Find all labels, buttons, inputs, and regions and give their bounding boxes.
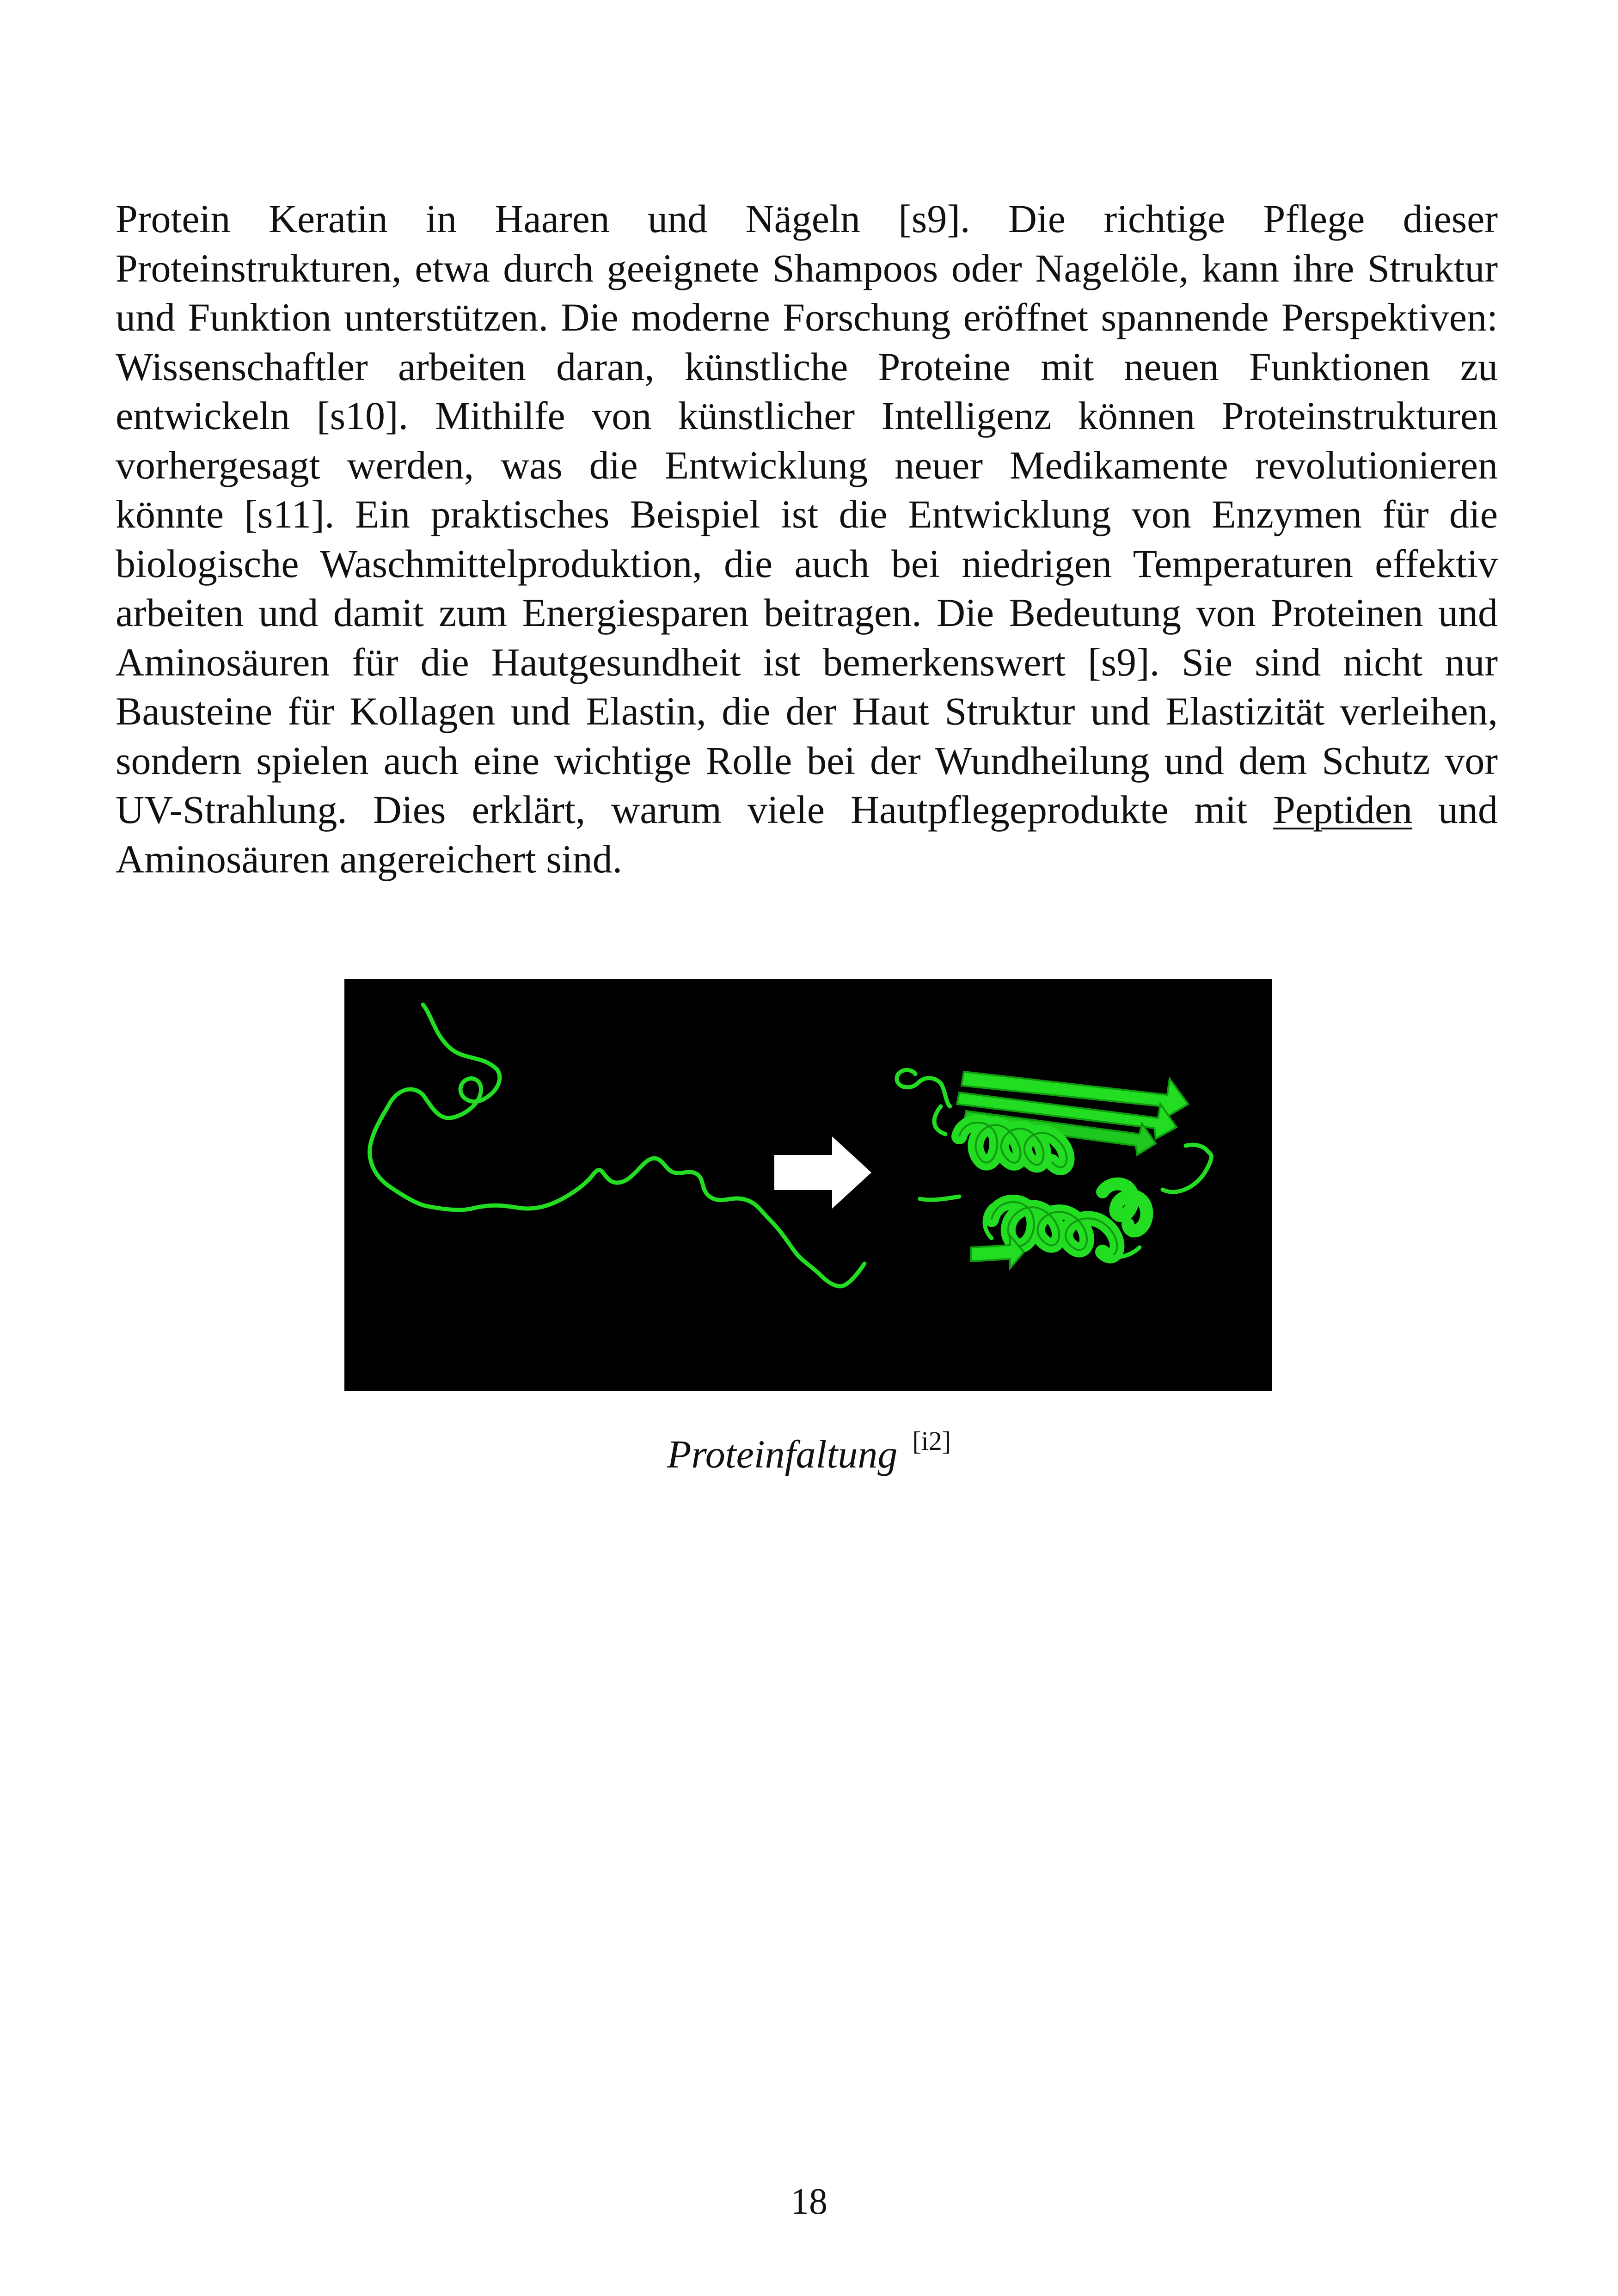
figure-caption-label: Proteinfaltung [667,1432,898,1476]
figure-caption-reference: [i2] [912,1426,951,1456]
body-paragraph [116,194,1498,884]
protein-folding-figure [344,979,1272,1391]
protein-folding-illustration [344,979,1272,1391]
figure-caption [0,1426,1618,1484]
paragraph-text-before-link: Protein Keratin in Haaren und Nägeln [s9]. Die richtige Pflege dieser Proteinstrukturen, etwa durch geeignete Shampoos oder Nagelöle, kann ihre Struktur und Funktion unterstützen. Die moderne Forschung eröffnet spannende Perspektiven: Wissenschaftler arbeiten daran, künstliche Proteine mit neuen Funktionen zu entwickeln [s10]. Mithilfe von künstlicher Intelligenz können Proteinstrukturen vorhergesagt werden, was die Entwicklung neuer Medikamente revolutionieren könnte [s11]. Ein praktisches Beispiel ist die Entwicklung von Enzymen für die biologische Waschmittelproduktion, die auch bei niedrigen Temperaturen effektiv arbeiten und damit zum Energiesparen beitragen. Die Bedeutung von Proteinen und Aminosäuren für die Hautgesundheit ist bemerkenswert [s9]. Sie sind nicht nur Bausteine für Kollagen und Elastin, die der Haut Struktur und Elastizität verleihen, sondern spielen auch eine wichtige Rolle bei der Wundheilung und dem Schutz vor UV-Strahlung. Dies erklärt, warum viele Hautpflegeprodukte mit [116,196,1498,832]
page-number: 18 [791,2181,827,2222]
paragraph-text-after-link: und Aminosäuren angereichert sind. [116,787,1498,881]
peptide-link[interactable]: Peptiden [1273,787,1413,832]
